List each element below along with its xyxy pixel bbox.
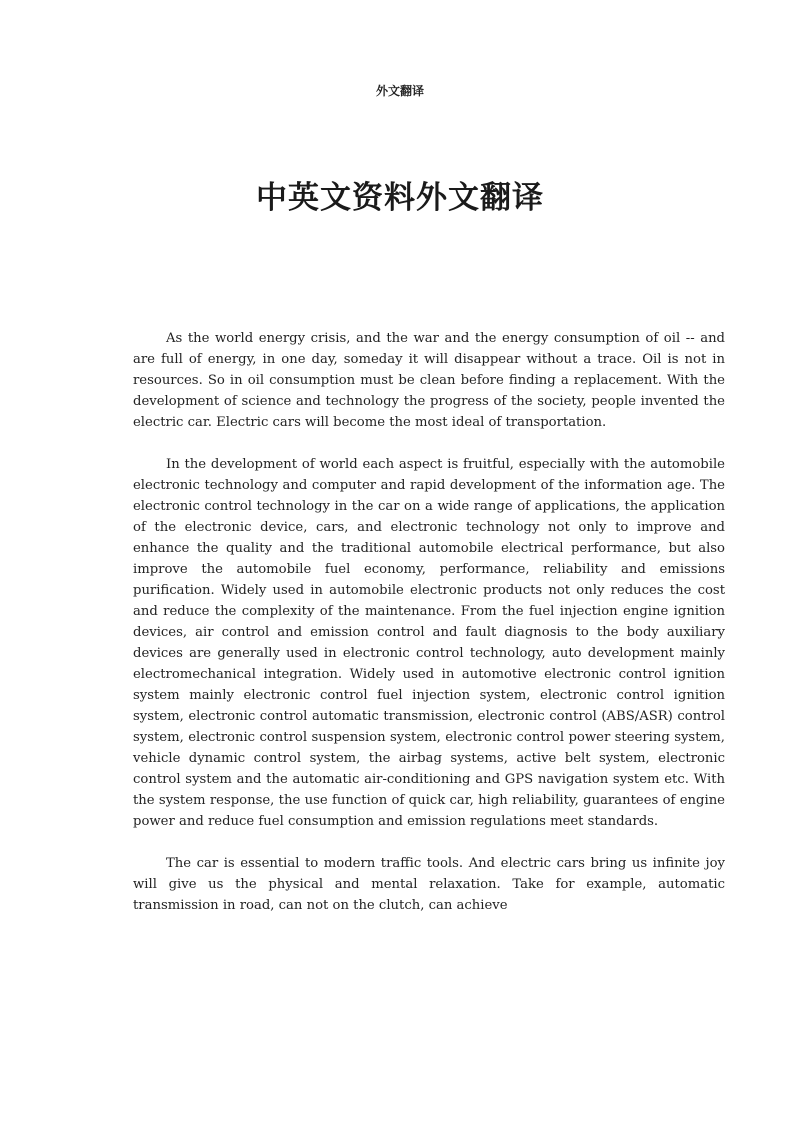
paragraph-intro: As the world energy crisis, and the war and the energy consumption of oil -- and are full of energy, in one day, someday it will disappear without a trace. Oil is not in resources. So in oil consumption must be clean before finding a replacement. With the development of science and technology the progress of the society, people invented the electric car. Electric cars will become the most ideal of transportation. (133, 331, 725, 430)
page-header: 外文翻译 (375, 84, 424, 98)
paragraph-development: In the development of world each aspect is fruitful, especially with the automobile electronic technology and computer and rapid development of the information age. The electronic control technology in the car on a wide range of applications, the application of the electronic device, cars, and electronic technology not only to improve and enhance the quality and the traditional automobile electrical performance, but also improve the automobile fuel economy, performance, reliability and emissions purification. Widely used in automobile electronic products not only reduces the cost and reduce the complexity of the maintenance. From the fuel injection engine ignition devices, air control and emission control and fault diagnosis to the body auxiliary devices are generally used in electronic control technology, auto development mainly electromechanical integration. Widely used in automotive electronic control ignition system mainly electronic control fuel injection system, electronic control ignition system, electronic control automatic transmission, electronic control (ABS/ASR) control system, electronic control suspension system, electronic control power steering system, vehicle dynamic control system, the airbag systems, active belt system, electronic control system and the automatic air-conditioning and GPS navigation system etc. With the system response, the use function of quick car, high reliability, guarantees of engine power and reduce fuel consumption and emission regulations meet standards. (133, 457, 725, 829)
document-title: 中英文资料外文翻译 (256, 180, 544, 216)
document-body (133, 328, 725, 937)
paragraph-traffic-tools: The car is essential to modern traffic tools. And electric cars bring us infinite joy will give us the physical and mental relaxation. Take for example, automatic transmission in road, can not on the clutch, can achieve (133, 856, 725, 913)
